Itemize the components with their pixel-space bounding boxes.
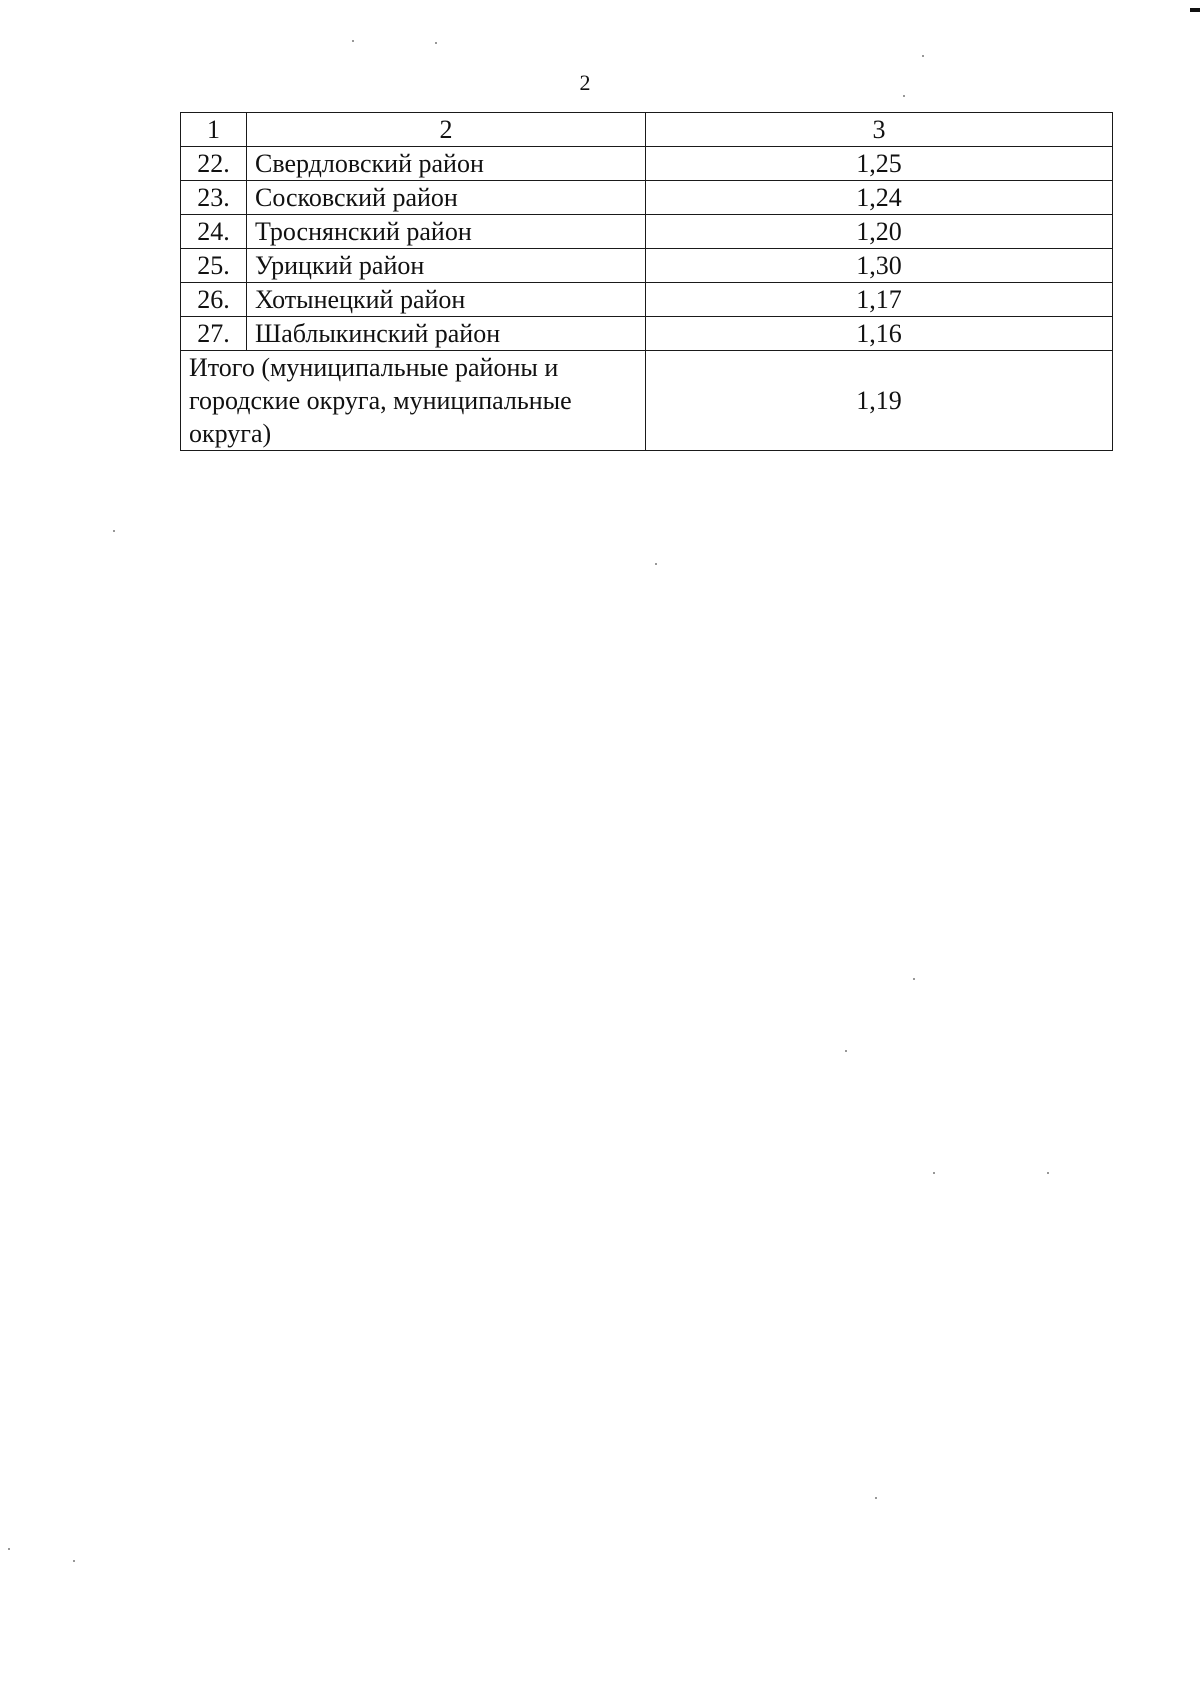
row-number: 24. <box>181 215 247 249</box>
scan-speck <box>73 1560 75 1562</box>
table-header-row <box>181 113 1113 147</box>
coefficient-value: 1,17 <box>646 283 1113 317</box>
column-header: 2 <box>247 113 646 147</box>
row-number: 26. <box>181 283 247 317</box>
scan-speck <box>913 978 915 980</box>
row-number: 27. <box>181 317 247 351</box>
district-name: Свердловский район <box>247 147 646 181</box>
page-number: 2 <box>579 70 591 95</box>
total-label: Итого (муниципальные районы и городские округа, муниципальные округа) <box>181 351 646 451</box>
column-header: 3 <box>646 113 1113 147</box>
coefficient-value: 1,24 <box>646 181 1113 215</box>
scan-speck <box>655 563 657 565</box>
row-number: 23. <box>181 181 247 215</box>
district-name: Урицкий район <box>247 249 646 283</box>
coefficient-value: 1,25 <box>646 147 1113 181</box>
scan-speck <box>435 42 437 44</box>
scan-corner-mark <box>1190 8 1200 12</box>
scan-speck <box>922 55 924 57</box>
district-name: Троснянский район <box>247 215 646 249</box>
scan-speck <box>933 1172 935 1174</box>
table-row <box>181 181 1113 215</box>
total-value: 1,19 <box>646 351 1113 451</box>
district-name: Шаблыкинский район <box>247 317 646 351</box>
coefficient-value: 1,30 <box>646 249 1113 283</box>
scan-speck <box>1047 1172 1049 1174</box>
district-name: Хотынецкий район <box>247 283 646 317</box>
scan-speck <box>113 530 115 532</box>
table-row <box>181 147 1113 181</box>
coefficient-value: 1,16 <box>646 317 1113 351</box>
row-number: 22. <box>181 147 247 181</box>
table-row <box>181 283 1113 317</box>
scan-speck <box>845 1050 847 1052</box>
district-name: Сосковский район <box>247 181 646 215</box>
table-row <box>181 317 1113 351</box>
coefficient-table <box>180 112 1113 451</box>
coefficient-value: 1,20 <box>646 215 1113 249</box>
scan-speck <box>8 1548 10 1550</box>
total-row <box>181 351 1113 451</box>
scan-speck <box>352 40 354 42</box>
table-row <box>181 249 1113 283</box>
scan-speck <box>875 1497 877 1499</box>
row-number: 25. <box>181 249 247 283</box>
table-row <box>181 215 1113 249</box>
column-header: 1 <box>181 113 247 147</box>
